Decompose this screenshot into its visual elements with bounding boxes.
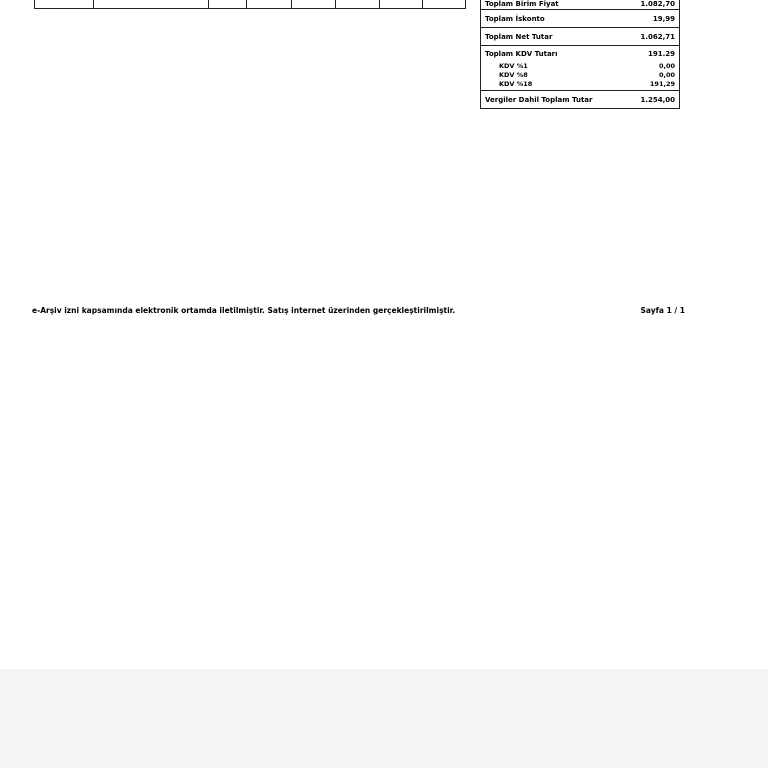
total-discount-row xyxy=(481,9,679,27)
items-table-column xyxy=(379,0,380,8)
totals-table xyxy=(480,0,680,109)
total-kdv-value: 191.29 xyxy=(647,50,675,58)
items-table-column xyxy=(93,0,94,8)
grand-total-row xyxy=(481,90,679,108)
total-unit-price-row xyxy=(481,0,679,9)
total-unit-price-value: 1.082,70 xyxy=(640,0,675,8)
kdv-rate-row xyxy=(485,62,675,71)
e-archive-note: e-Arşiv izni kapsamında elektronik ortamda iletilmiştir. Satış internet üzerinden gerçekleştirilmiştir. xyxy=(32,306,456,315)
items-table-column xyxy=(291,0,292,8)
kdv-rate-label: KDV %8 xyxy=(499,71,528,79)
total-net-label: Toplam Net Tutar xyxy=(485,32,553,41)
items-table xyxy=(34,0,466,9)
total-net-row xyxy=(481,27,679,45)
total-discount-value: 19,99 xyxy=(652,14,675,23)
total-kdv-label: Toplam KDV Tutarı xyxy=(485,50,558,58)
kdv-rate-value: 191,29 xyxy=(649,80,675,88)
grand-total-label: Vergiler Dahil Toplam Tutar xyxy=(485,95,593,104)
kdv-rate-label: KDV %18 xyxy=(499,80,533,88)
total-unit-price-label: Toplam Birim Fiyat xyxy=(485,0,559,8)
total-kdv-row xyxy=(481,45,679,90)
page-number: Sayfa 1 / 1 xyxy=(640,306,685,315)
grand-total-value: 1.254,00 xyxy=(640,95,675,104)
kdv-rate-label: KDV %1 xyxy=(499,62,528,70)
items-table-column xyxy=(335,0,336,8)
kdv-rate-row xyxy=(485,80,675,89)
items-table-column xyxy=(246,0,247,8)
kdv-rate-row xyxy=(485,71,675,80)
kdv-rate-value: 0,00 xyxy=(658,71,675,79)
total-net-value: 1.062,71 xyxy=(640,32,675,41)
kdv-rate-value: 0,00 xyxy=(658,62,675,70)
total-discount-label: Toplam İskonto xyxy=(485,14,545,23)
items-table-column xyxy=(422,0,423,8)
items-table-column xyxy=(208,0,209,8)
